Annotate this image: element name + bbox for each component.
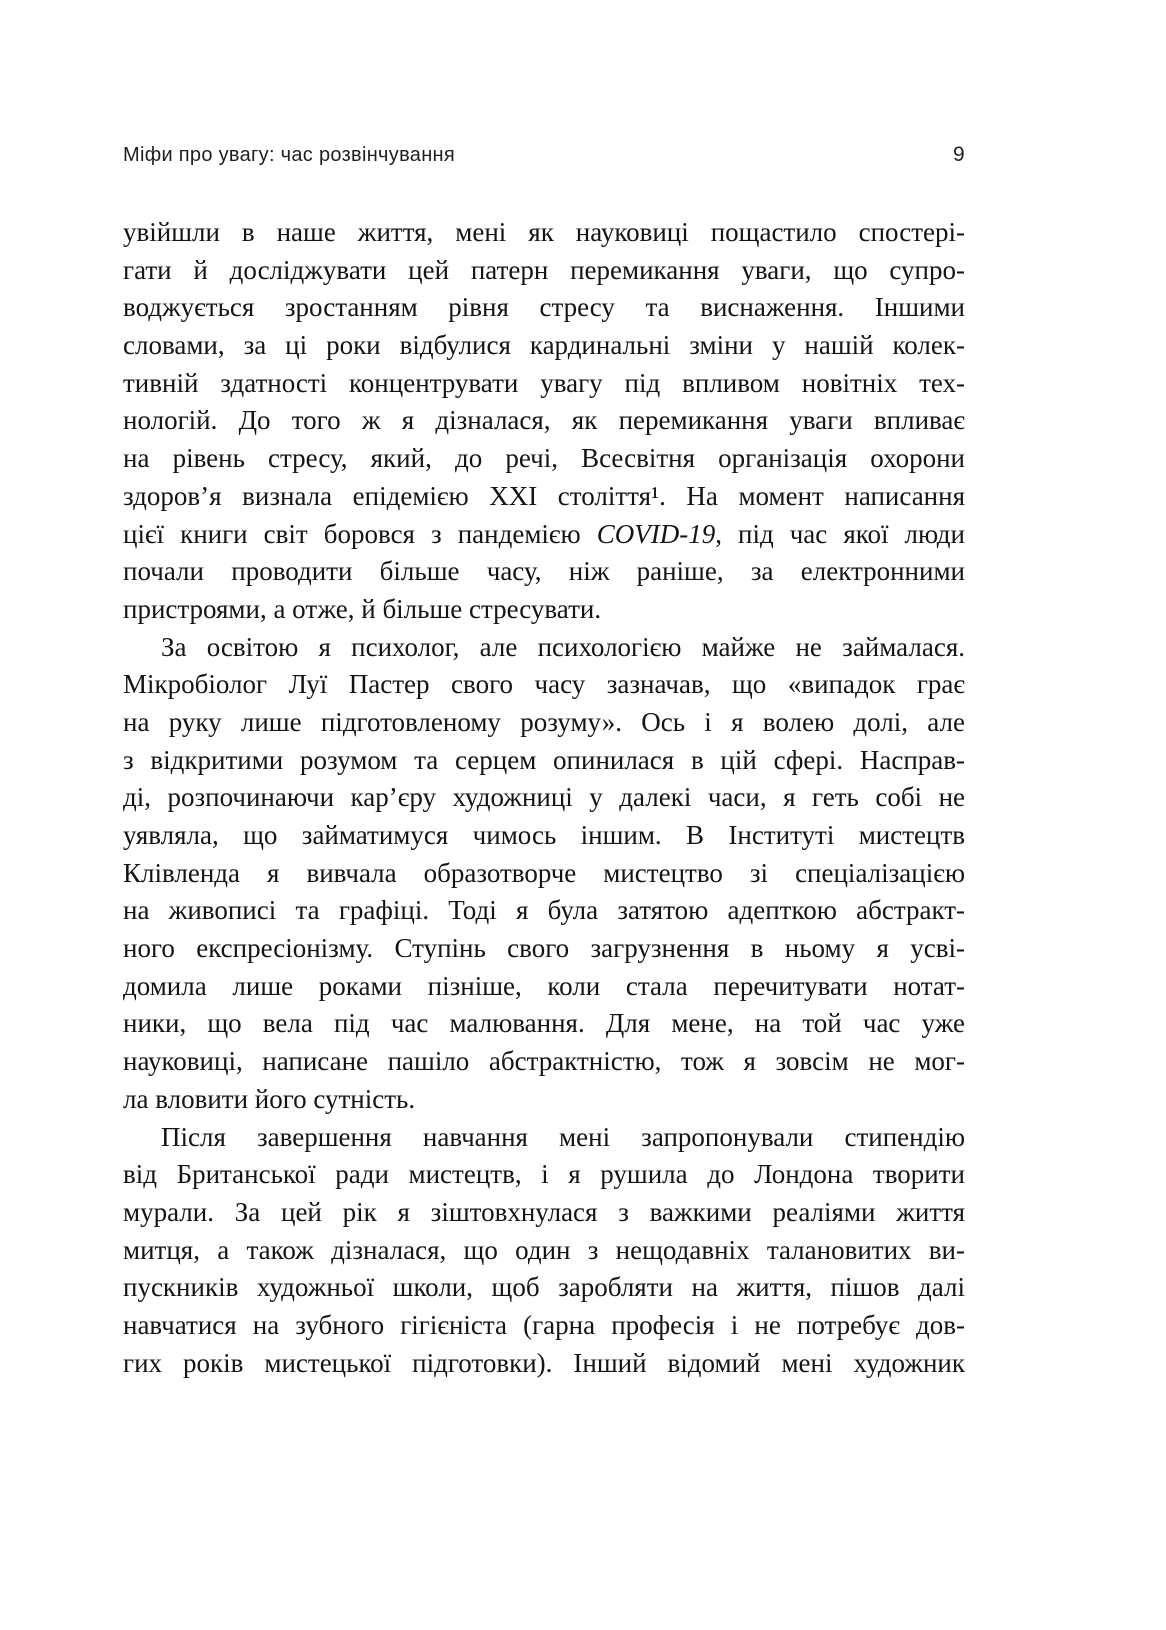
text-segment: від Британської ради мистецтв, і я рушила до Лондона творити (123, 1159, 965, 1190)
text-segment: воджується зростанням рівня стресу та виснаження. Іншими (123, 292, 965, 323)
page-number: 9 (953, 143, 965, 166)
text-segment: пристроями, а отже, й більше стресувати. (123, 593, 602, 624)
text-line (123, 478, 965, 516)
text-line (123, 252, 965, 290)
text-line (123, 629, 965, 667)
text-line (123, 440, 965, 478)
text-segment: з відкритими розумом та серцем опинилася в цій сфері. Насправ- (123, 744, 965, 775)
text-line (123, 968, 965, 1006)
text-line (123, 1232, 965, 1270)
text-line (123, 1307, 965, 1345)
italic-text: COVID-19 (596, 518, 716, 549)
paragraph (123, 1119, 965, 1383)
text-line (123, 591, 965, 629)
text-segment: увійшли в наше життя, мені як науковиці пощастило спостері- (123, 217, 965, 247)
text-line (123, 1345, 965, 1383)
text-segment: мурали. За цей рік я зіштовхнулася з важкими реаліями життя (123, 1196, 965, 1227)
text-segment: ла вловити його сутність. (123, 1083, 416, 1114)
text-line (123, 553, 965, 591)
text-line (123, 930, 965, 968)
text-segment: митця, а також дізналася, що один з нещодавніх талановитих ви- (123, 1234, 965, 1265)
text-line (123, 365, 965, 403)
text-segment: Клівленда я вивчала образотворче мистецтво зі спеціалізацією (123, 857, 965, 888)
text-segment: ді, розпочинаючи кар’єру художниці у далекі часи, я геть собі не (123, 782, 965, 813)
text-segment: нологій. До того ж я дізналася, як перемикання уваги впливає (123, 405, 965, 436)
text-segment: тивній здатності концентрувати увагу під впливом новітніх тех- (123, 367, 965, 398)
text-line (123, 892, 965, 930)
text-line (123, 1005, 965, 1043)
text-segment: на руку лише підготовленому розуму». Ось і я волею долі, але (123, 706, 965, 737)
text-segment: За освітою я психолог, але психологією майже не займалася. (161, 631, 965, 662)
text-segment: на рівень стресу, який, до речі, Всесвітня організація охорони (123, 443, 965, 474)
text-segment: на живописі та графіці. Тоді я була затятою адепткою абстракт- (123, 895, 965, 926)
text-segment: навчатися на зубного гігієніста (гарна професія і не потребує дов- (123, 1309, 965, 1340)
paragraph (123, 629, 965, 1119)
text-segment: пускників художньої школи, щоб заробляти на життя, пішов далі (123, 1272, 965, 1303)
text-segment: науковиці, написане пашіло абстрактністю, тож я зовсім не мог- (123, 1046, 965, 1077)
text-line (123, 1043, 965, 1081)
text-line (123, 516, 965, 554)
text-line (123, 289, 965, 327)
running-head-title: Міфи про увагу: час розвінчування (123, 144, 456, 166)
text-segment: гати й досліджувати цей патерн перемикання уваги, що супро- (123, 254, 965, 285)
text-segment: словами, за ці роки відбулися кардинальні зміни у нашій колек- (123, 330, 965, 361)
text-line (123, 1081, 965, 1119)
text-line (123, 1269, 965, 1307)
text-line (123, 704, 965, 742)
text-line (123, 327, 965, 365)
text-line (123, 402, 965, 440)
text-line (123, 779, 965, 817)
paragraph (123, 214, 965, 629)
text-line (123, 214, 965, 252)
text-line (123, 666, 965, 704)
text-segment: Мікробіолог Луї Пастер свого часу зазначав, що «випадок грає (123, 669, 965, 700)
text-segment: ники, що вела під час малювання. Для мене, на той час уже (123, 1008, 965, 1039)
text-line (123, 1156, 965, 1194)
text-segment: здоров’я визнала епідемією XXI століття¹. На момент написання (123, 480, 965, 511)
text-line (123, 1119, 965, 1157)
text-line (123, 817, 965, 855)
text-segment: ного експресіонізму. Ступінь свого загрузнення в ньому я усві- (123, 933, 965, 964)
text-segment: почали проводити більше часу, ніж раніше, за електронними (123, 556, 965, 587)
text-line (123, 855, 965, 893)
text-line (123, 742, 965, 780)
text-segment: Після завершення навчання мені запропонували стипендію (161, 1121, 965, 1152)
text-segment: гих років мистецької підготовки). Інший відомий мені художник (123, 1347, 965, 1378)
running-head (123, 143, 965, 167)
text-segment: цієї книги світ боровся з пандемією (123, 518, 597, 549)
text-segment: , під час якої люди (715, 518, 965, 549)
text-segment: домила лише роками пізніше, коли стала перечитувати нотат- (123, 970, 965, 1001)
text-segment: уявляла, що займатимуся чимось іншим. В Інституті мистецтв (123, 820, 965, 850)
body-text (123, 214, 965, 1382)
text-line (123, 1194, 965, 1232)
